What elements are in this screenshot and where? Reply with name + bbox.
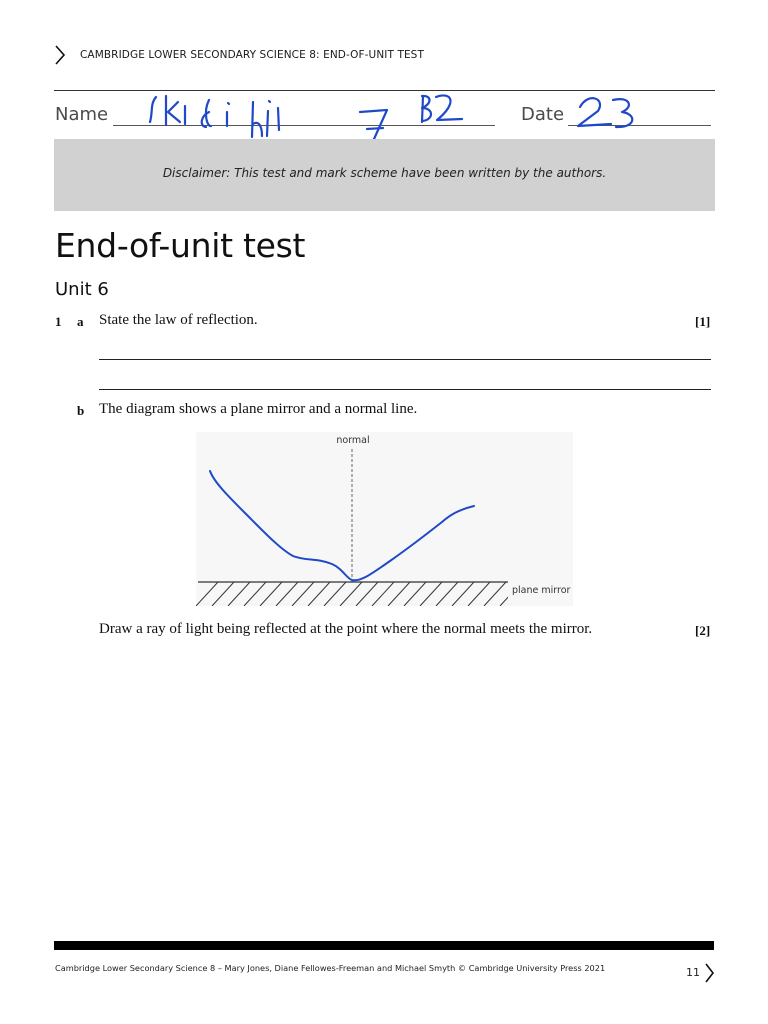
part-a-text: State the law of reflection. (99, 312, 258, 328)
header-rule (54, 90, 715, 91)
normal-label: normal (336, 435, 370, 446)
page-title: End-of-unit test (55, 226, 306, 265)
part-b-letter: b (77, 403, 85, 418)
handwritten-entries (0, 0, 768, 160)
disclaimer-text: Disclaimer: This test and mark scheme have been written by the authors. (162, 166, 607, 180)
name-label: Name (55, 104, 109, 125)
reflection-diagram[interactable] (196, 432, 576, 608)
part-a-letter: a (77, 314, 84, 329)
answer-line[interactable] (99, 389, 711, 390)
answer-line[interactable] (99, 359, 711, 360)
part-b-text: The diagram shows a plane mirror and a normal line. (99, 401, 418, 417)
unit-title: Unit 6 (55, 279, 109, 300)
question-number: 1 (55, 314, 62, 329)
footer-credit: Cambridge Lower Secondary Science 8 – Mary Jones, Diane Fellowes-Freeman and Michael Smyth © Cambridge University Press 2021 (55, 963, 606, 973)
name-field[interactable] (113, 125, 495, 126)
running-header: CAMBRIDGE LOWER SECONDARY SCIENCE 8: END-OF-UNIT TEST (80, 49, 424, 61)
date-label: Date (521, 104, 565, 125)
chevron-right-icon (52, 44, 68, 66)
mirror-label: plane mirror (512, 585, 571, 596)
date-field[interactable] (568, 125, 711, 126)
part-b-marks: [2] (695, 623, 711, 638)
part-b-instruction: Draw a ray of light being reflected at the point where the normal meets the mirror. (99, 621, 593, 637)
handwritten-name (150, 96, 279, 137)
chevron-right-icon[interactable] (702, 962, 716, 984)
part-a-marks: [1] (695, 314, 711, 329)
page-number: 11 (686, 966, 700, 979)
diagram-background (196, 432, 573, 606)
footer-bar (54, 941, 714, 950)
handwritten-date (578, 98, 632, 127)
